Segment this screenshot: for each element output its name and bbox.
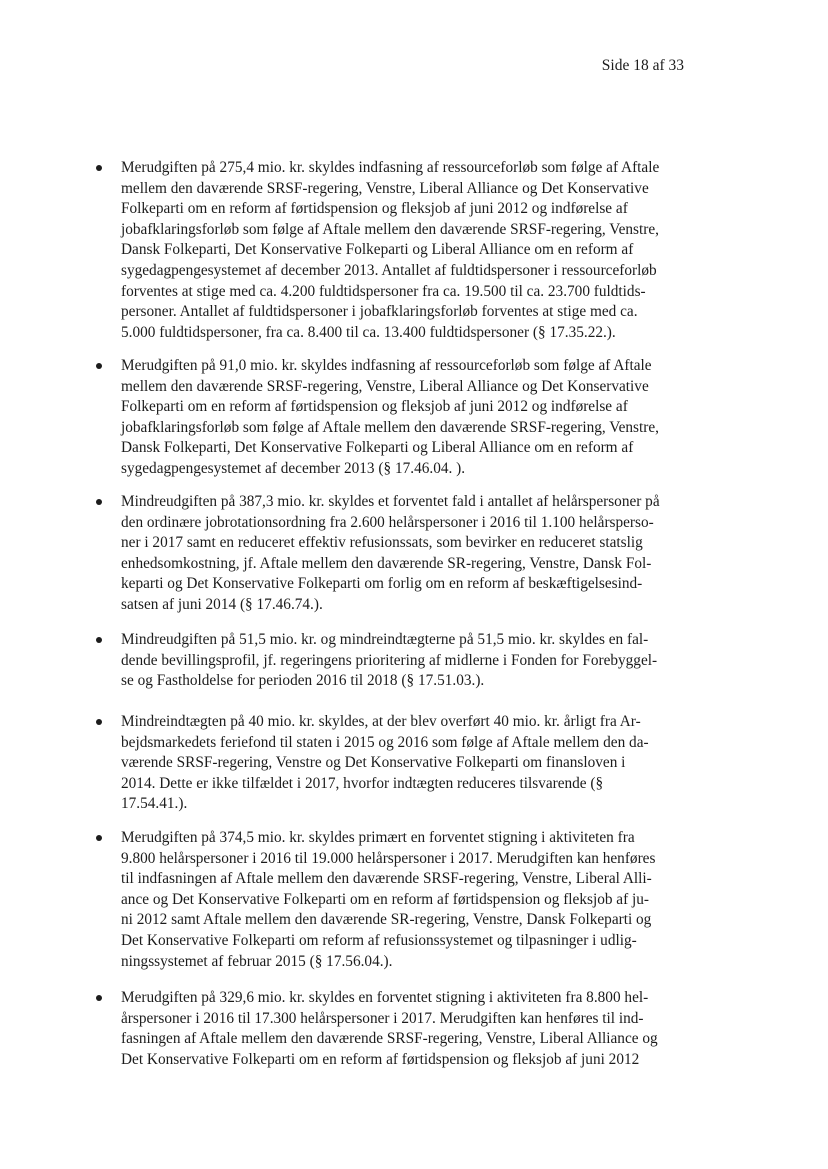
bullet-point: [96, 499, 102, 505]
text-line: keparti og Det Konservative Folkeparti om forlig om en reform af beskæftigelsesind-: [121, 575, 643, 593]
bullet-text: [121, 828, 696, 972]
bullet-point: [96, 835, 102, 841]
text-line: Det Konservative Folkeparti om reform af refusionssystemet og tilpasninger i udlig-: [121, 931, 637, 949]
text-line: Mindreindtægten på 40 mio. kr. skyldes, at der blev overført 40 mio. kr. årligt fra Ar-: [121, 713, 641, 730]
text-line: forventes at stige med ca. 4.200 fuldtidspersoner fra ca. 19.500 til ca. 23.700 fuldtids-: [121, 282, 646, 300]
text-line: jobafklaringsforløb som følge af Aftale mellem den daværende SRSF-regering, Venstre,: [121, 418, 659, 436]
text-line: 5.000 fuldtidspersoner, fra ca. 8.400 til ca. 13.400 fuldtidspersoner (§ 17.35.22.).: [121, 323, 616, 341]
text-line: Folkeparti om en reform af førtidspension og fleksjob af juni 2012 og indførelse af: [121, 398, 628, 416]
text-line: jobafklaringsforløb som følge af Aftale mellem den daværende SRSF-regering, Venstre,: [121, 220, 659, 238]
text-line: 9.800 helårspersoner i 2016 til 19.000 helårspersoner i 2017. Merudgiften kan henføres: [121, 849, 656, 867]
bullet-text: [121, 158, 696, 343]
text-line: den ordinære jobrotationsordning fra 2.600 helårspersoner i 2016 til 1.100 helårsperso-: [121, 513, 654, 531]
text-line: Det Konservative Folkeparti om en reform af førtidspension og fleksjob af juni 2012: [121, 1050, 640, 1068]
text-line: ni 2012 samt Aftale mellem den daværende SR-regering, Venstre, Dansk Folkeparti og: [121, 911, 652, 929]
text-line: ningssystemet af februar 2015 (§ 17.56.04.).: [121, 952, 393, 970]
text-line: ner i 2017 samt en reduceret effektiv refusionssats, som bevirker en reduceret statslig: [121, 534, 643, 552]
page-number: Side 18 af 33: [601, 57, 684, 74]
text-line: dende bevillingsprofil, jf. regeringens prioritering af midlerne i Fonden for Forebyggel-: [121, 651, 658, 669]
bullet-text: [121, 988, 696, 1070]
text-line: sygedagpengesystemet af december 2013 (§ 17.46.04. ).: [121, 459, 466, 477]
text-line: mellem den daværende SRSF-regering, Venstre, Liberal Alliance og Det Konservative: [121, 377, 649, 395]
bullet-point: [96, 637, 102, 643]
text-line: personer. Antallet af fuldtidspersoner i jobafklaringsforløb forventes at stige med ca.: [121, 303, 638, 321]
text-line: Dansk Folkeparti, Det Konservative Folkeparti og Liberal Alliance om en reform af: [121, 241, 634, 259]
text-line: enhedsomkostning, jf. Aftale mellem den daværende SR-regering, Venstre, Dansk Fol-: [121, 554, 652, 572]
text-line: Merudgiften på 91,0 mio. kr. skyldes indfasning af ressourceforløb som følge af Aftale: [121, 357, 652, 374]
text-line: bejdsmarkedets feriefond til staten i 2015 og 2016 som følge af Aftale mellem den da-: [121, 733, 649, 751]
bullet-point: [96, 719, 102, 725]
text-line: 2014. Dette er ikke tilfældet i 2017, hvorfor indtægten reduceres tilsvarende (§: [121, 774, 604, 792]
bullet-text: [121, 492, 696, 616]
text-line: ance og Det Konservative Folkeparti om en reform af førtidspension og fleksjob af ju-: [121, 890, 650, 908]
text-line: årspersoner i 2016 til 17.300 helårspersoner i 2017. Merudgiften kan henføres til ind-: [121, 1009, 644, 1027]
bullet-point: [96, 363, 102, 369]
text-line: sygedagpengesystemet af december 2013. Antallet af fuldtidspersoner i ressourceforløb: [121, 261, 657, 279]
text-line: Merudgiften på 275,4 mio. kr. skyldes indfasning af ressourceforløb som følge af Aftale: [121, 159, 660, 176]
bullet-point: [96, 165, 102, 171]
bullet-text: [121, 356, 696, 480]
bullet-text: [121, 630, 696, 692]
bullet-point: [96, 995, 102, 1001]
text-line: Mindreudgiften på 51,5 mio. kr. og mindreindtægterne på 51,5 mio. kr. skyldes en fal-: [121, 631, 649, 648]
text-line: Merudgiften på 329,6 mio. kr. skyldes en forventet stigning i aktiviteten fra 8.800 hel-: [121, 989, 649, 1006]
text-line: mellem den daværende SRSF-regering, Venstre, Liberal Alliance og Det Konservative: [121, 179, 649, 197]
text-line: Dansk Folkeparti, Det Konservative Folkeparti og Liberal Alliance om en reform af: [121, 439, 634, 457]
text-line: værende SRSF-regering, Venstre og Det Konservative Folkeparti om finansloven i: [121, 754, 626, 772]
text-line: Merudgiften på 374,5 mio. kr. skyldes primært en forventet stigning i aktiviteten fra: [121, 829, 635, 846]
text-line: Mindreudgiften på 387,3 mio. kr. skyldes et forventet fald i antallet af helårspersoner på: [121, 493, 660, 510]
bullet-text: [121, 712, 696, 815]
text-line: se og Fastholdelse for perioden 2016 til 2018 (§ 17.51.03.).: [121, 672, 485, 690]
text-line: satsen af juni 2014 (§ 17.46.74.).: [121, 595, 323, 613]
text-line: 17.54.41.).: [121, 795, 188, 813]
text-line: til indfasningen af Aftale mellem den daværende SRSF-regering, Venstre, Liberal Alli-: [121, 870, 652, 888]
text-line: Folkeparti om en reform af førtidspension og fleksjob af juni 2012 og indførelse af: [121, 200, 628, 218]
text-line: fasningen af Aftale mellem den daværende SRSF-regering, Venstre, Liberal Alliance og: [121, 1030, 658, 1048]
